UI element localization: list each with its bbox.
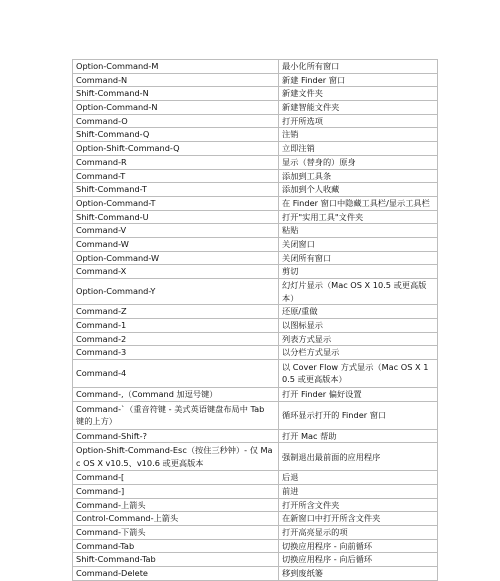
table-row [73,196,438,210]
shortcut-description-cell: 打开"实用工具"文件夹 [279,210,438,224]
shortcut-description-cell: 以图标显示 [279,318,438,332]
shortcut-description-cell: 还原/重做 [279,305,438,319]
shortcut-key-cell: Command-] [73,485,279,499]
shortcut-key-cell: Command-上箭头 [73,498,279,512]
shortcut-description-cell: 后退 [279,471,438,485]
table-row [73,485,438,499]
table-row [73,305,438,319]
table-row [73,87,438,101]
shortcut-key-cell: Command-,（Command 加逗号键） [73,387,279,401]
shortcut-key-cell: Option-Command-T [73,196,279,210]
shortcut-description-cell: 以分栏方式显示 [279,346,438,360]
shortcut-description-cell: 显示（替身的）原身 [279,155,438,169]
table-row [73,332,438,346]
shortcut-key-cell: Option-Shift-Command-Esc（按住三秒钟）- 仅 Mac OS X v10.5、v10.6 或更高版本 [73,443,279,471]
shortcut-key-cell: Shift-Command-Tab [73,553,279,567]
table-row [73,471,438,485]
table-row [73,169,438,183]
shortcut-key-cell: Shift-Command-N [73,87,279,101]
shortcut-description-cell: 切换应用程序 - 向前循环 [279,539,438,553]
shortcut-description-cell: 关闭窗口 [279,237,438,251]
shortcut-key-cell: Command-O [73,114,279,128]
shortcut-description-cell: 前进 [279,485,438,499]
table-row [73,237,438,251]
shortcut-key-cell: Command-Shift-? [73,429,279,443]
shortcut-description-cell: 幻灯片显示（Mac OS X 10.5 或更高版本） [279,279,438,305]
shortcut-description-cell: 新建 Finder 窗口 [279,73,438,87]
shortcut-description-cell: 添加到个人收藏 [279,183,438,197]
shortcut-key-cell: Control-Command-上箭头 [73,512,279,526]
shortcut-key-cell: Option-Command-M [73,60,279,74]
shortcut-description-cell: 最小化所有窗口 [279,60,438,74]
shortcut-description-cell: 打开所含文件夹 [279,498,438,512]
shortcut-description-cell: 在 Finder 窗口中隐藏工具栏/显示工具栏 [279,196,438,210]
shortcut-key-cell: Command-Z [73,305,279,319]
shortcut-key-cell: Option-Command-Y [73,279,279,305]
table-row [73,73,438,87]
shortcut-description-cell: 剪切 [279,265,438,279]
shortcut-description-cell: 列表方式显示 [279,332,438,346]
shortcut-key-cell: Option-Shift-Command-Q [73,142,279,156]
shortcut-description-cell: 新建智能文件夹 [279,101,438,115]
shortcut-key-cell: Command-V [73,224,279,238]
table-row [73,429,438,443]
table-row [73,539,438,553]
shortcut-description-cell: 关闭所有窗口 [279,251,438,265]
shortcut-description-cell: 循环显示打开的 Finder 窗口 [279,401,438,429]
table-row [73,128,438,142]
table-row [73,114,438,128]
table-row [73,183,438,197]
shortcut-key-cell: Command-Tab [73,539,279,553]
shortcut-description-cell: 注销 [279,128,438,142]
shortcut-key-cell: Option-Command-N [73,101,279,115]
table-row [73,401,438,429]
table-row [73,512,438,526]
table-row [73,443,438,471]
table-row [73,155,438,169]
table-row [73,359,438,387]
table-row [73,224,438,238]
shortcut-description-cell: 新建文件夹 [279,87,438,101]
shortcut-key-cell: Command-Delete [73,567,279,581]
shortcut-key-cell: Shift-Command-Q [73,128,279,142]
table-row [73,567,438,581]
table-row [73,346,438,360]
table-row [73,387,438,401]
shortcut-key-cell: Command-4 [73,359,279,387]
shortcut-key-cell: Command-W [73,237,279,251]
shortcut-description-cell: 切换应用程序 - 向后循环 [279,553,438,567]
shortcut-key-cell: Command-N [73,73,279,87]
shortcut-key-cell: Shift-Command-U [73,210,279,224]
table-row [73,265,438,279]
shortcut-description-cell: 打开 Finder 偏好设置 [279,387,438,401]
shortcut-key-cell: Command-[ [73,471,279,485]
shortcut-description-cell: 打开高亮显示的项 [279,526,438,540]
shortcut-key-cell: Shift-Command-T [73,183,279,197]
shortcut-description-cell: 打开所选项 [279,114,438,128]
shortcut-key-cell: Command-1 [73,318,279,332]
table-row [73,318,438,332]
shortcut-description-cell: 立即注销 [279,142,438,156]
shortcut-description-cell: 添加到工具条 [279,169,438,183]
table-row [73,101,438,115]
table-row [73,210,438,224]
shortcut-key-cell: Command-X [73,265,279,279]
table-row [73,526,438,540]
shortcut-key-cell: Command-R [73,155,279,169]
shortcut-table [72,59,438,581]
table-row [73,60,438,74]
shortcut-description-cell: 粘贴 [279,224,438,238]
shortcut-key-cell: Command-`（重音符键 - 美式英语键盘布局中 Tab 键的上方） [73,401,279,429]
shortcut-description-cell: 打开 Mac 帮助 [279,429,438,443]
shortcut-description-cell: 移到废纸篓 [279,567,438,581]
shortcut-key-cell: Command-2 [73,332,279,346]
shortcut-description-cell: 在新窗口中打开所含文件夹 [279,512,438,526]
shortcut-key-cell: Option-Command-W [73,251,279,265]
table-row [73,553,438,567]
table-row [73,498,438,512]
shortcut-description-cell: 强制退出最前面的应用程序 [279,443,438,471]
table-row [73,142,438,156]
table-row [73,251,438,265]
shortcut-key-cell: Command-下箭头 [73,526,279,540]
shortcut-description-cell: 以 Cover Flow 方式显示（Mac OS X 10.5 或更高版本） [279,359,438,387]
shortcut-key-cell: Command-T [73,169,279,183]
table-row [73,279,438,305]
shortcut-key-cell: Command-3 [73,346,279,360]
